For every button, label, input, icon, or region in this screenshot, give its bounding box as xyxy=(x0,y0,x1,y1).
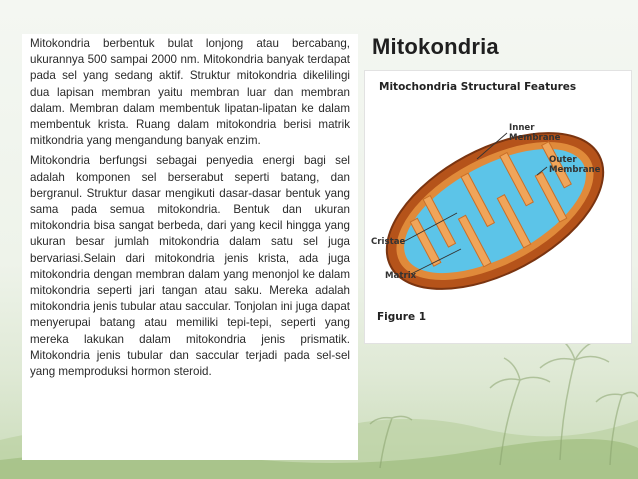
paragraph-1: Mitokondria berbentuk bulat lonjong atau bercabang, ukurannya 500 sampai 2000 nm. Mitokondria banyak terdapat pada sel yang sedang aktif. Struktur mitokondria dikelilingi dua lapisan membran yaitu membran luar dan membran dalam. Membran dalam membentuk lipatan-lipatan ke dalam membentuk krista. Ruang dalam mitokondria berisi matrik mitkondria yang mengandung banyak enzim. xyxy=(30,37,350,148)
paragraph-2: Mitokondria berfungsi sebagai penyedia energi bagi sel adalah komponen sel berserabut seperti batang, dan bergranul. Struktur dasar mengikuti dasar-dasar bentuk yang sama pada semua mitokondria. Bentuk dan ukuran mitokondria bisa sangat berbeda, dari yang kecil hingga yang ukuran besar jumlah mitokondria dalam satu sel juga bervariasi.Selain dari mitokondria jenis krista, ada juga mitokondria dengan membran dalam yang menonjol ke dalam mitokondria seperti jari tangan atau saku. Mereka adalah mitokondria jenis tubular atau saccular. Tonjolan ini juga dapat menyerupai batang atau memiliki tepi-tepi, seperti yang mereka lakukan dalam mitokondria jenis prismatik. Mitokondria jenis tubular dan saccular terjadi pada sel-sel yang memproduksi hormon steroid. xyxy=(30,154,350,379)
label-inner-membrane-text: Inner Membrane xyxy=(509,123,561,143)
mitochondria-figure xyxy=(364,70,632,344)
label-cristae: Cristae xyxy=(371,237,406,247)
body-text-box xyxy=(22,34,358,460)
label-outer-membrane xyxy=(549,155,600,175)
mitochondria-illustration xyxy=(365,71,631,343)
figure-heading: Mitochondria Structural Features xyxy=(379,81,577,93)
slide-title: Mitokondria xyxy=(372,34,499,59)
label-inner-membrane xyxy=(509,123,560,143)
figure-caption: Figure 1 xyxy=(377,311,427,323)
label-matrix: Matrix xyxy=(385,271,417,281)
label-outer-membrane-text: Outer Membrane xyxy=(549,155,601,175)
